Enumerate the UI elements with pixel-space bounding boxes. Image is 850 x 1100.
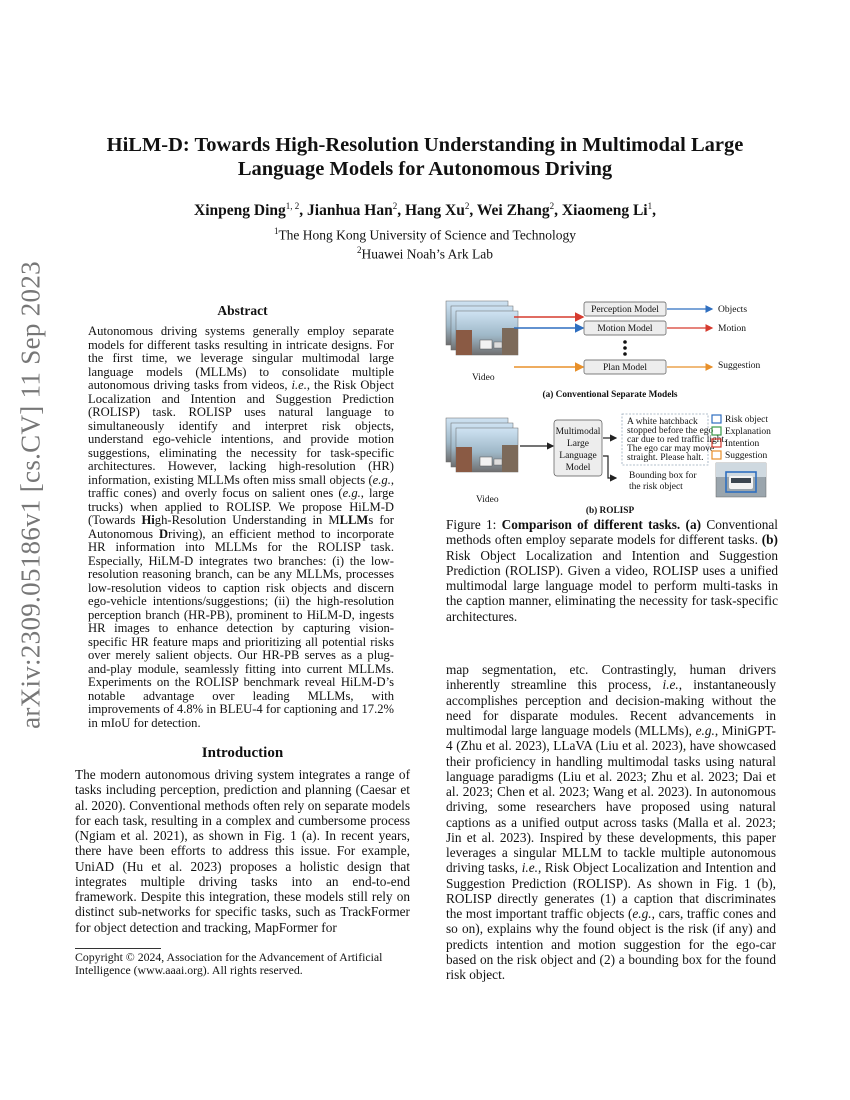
paper-title [100,133,750,181]
motion-model-label: Motion Model [597,324,653,334]
mllm-label-line: Multimodal [555,427,601,437]
perception-model-label: Perception Model [591,305,659,315]
author: Wei Zhang$^2$ [476,201,555,220]
figure-1-caption: Figure 1: Comparison of different tasks. (a) Conventional methods often employ separate models for different tasks. (b) Risk Object Localization and Intention and Suggestion Prediction (ROLISP). Given a video, ROLISP uses a unified multimodal large language model to perform multi-tasks in the caption manner, eliminating the necessity for task-specific architectures. [446,517,778,624]
title-line-1: HiLM-D: Towards High-Resolution Understanding in Multimodal Large [106,134,744,156]
bbox-label-line: the risk object [629,482,683,492]
legend-intention: Intention [725,439,760,449]
author: Xiaomeng Li$^1$ [561,201,653,220]
legend-explanation-swatch [712,427,721,435]
author-list: Xinpeng Ding$^{1, 2}$, Jianhua Han$^2$, Hang Xu$^2$, Wei Zhang$^2$, Xiaomeng Li$^1$, [194,201,656,220]
author: Hang Xu$^2$ [405,201,470,220]
risk-object-crop [716,463,766,497]
output-text-line: The ego car may move [627,444,715,454]
legend-suggestion: Suggestion [725,451,768,461]
panel-a-caption: (a) Conventional Separate Models [542,390,678,400]
author: Jianhua Han$^2$ [307,201,398,220]
footnote-divider [75,948,161,949]
video-label-a: Video [472,373,495,383]
abstract-heading: Abstract [217,303,268,318]
legend-risk-object: Risk object [725,415,769,425]
output-suggestion: Suggestion [718,361,761,371]
abstract-body: Autonomous driving systems generally employ separate models for different tasks resulting in intricate designs. For the first time, we leverage singular multimodal large language models (MLLMs) to consolidate multiple autonomous driving tasks from videos, i.e., the Risk Object Localization and Intention and Suggestion Prediction (ROLISP) task. ROLISP uses natural language to simultaneously identify and interpret risk objects, understand ego-vehicle intentions, and provide motion suggestions, eliminating the necessity for task-specific architectures. However, lacking high-resolution (HR) information, existing MLLMs often miss small objects (e.g., traffic cones) and overly focus on salient ones (e.g., large trucks) when applied to ROLISP. We propose HiLM-D (Towards High-Resolution Understanding in MLLMs for Autonomous Driving), an efficient method to incorporate HR information into MLLMs for the ROLISP task. Especially, HiLM-D integrates two branches: (i) the low-resolution reasoning branch, can be any MLLMs, processes low-resolution videos to caption risk objects and discern ego-vehicle intentions/suggestions; (ii) the high-resolution perception branch (HR-PB), prominent to HiLM-D, ingests HR images to enhance detection by capturing vision-specific HR feature maps and prioritizing all potential risks over merely salient objects. Our HR-PB serves as a plug-and-play module, seamlessly fitting into current MLLMs. Experiments on the ROLISP benchmark reveal HiLM-D’s notable advantage over leading MLLMs, with improvements of 4.8% in BLEU-4 for captioning and 17.2% in mIoU for detection. [88,324,395,730]
affiliations [100,224,750,261]
arxiv-id: arXiv:2309.05186v1 [cs.CV] 11 Sep 2023 [15,261,46,729]
panel-b-caption: (b) ROLISP [585,506,635,516]
output-objects: Objects [718,305,748,315]
panel-b [446,414,771,516]
panel-a [446,301,760,400]
figure-1 [440,298,780,518]
output-text-line: A white hatchback [627,417,698,427]
arxiv-stamp [10,261,52,729]
output-text-line: car due to red traffic light. [627,435,727,445]
video-frames-a [446,301,518,355]
output-text-line: stopped before the ego [627,426,714,436]
affiliation: $^2$Huawei Noah’s Ark Lab [356,244,494,261]
copyright-footnote: Copyright © 2024, Association for the Advancement of Artificial Intelligence (www.aaai.org). All rights reserved. [75,950,383,977]
introduction-heading: Introduction [201,745,284,761]
legend-explanation: Explanation [725,427,771,437]
output-text-line: straight. Please halt. [627,453,704,463]
output-motion: Motion [718,324,746,334]
author: Xinpeng Ding$^{1, 2}$ [194,201,300,220]
affiliation: $^1$The Hong Kong University of Science and Technology [273,226,577,243]
video-label-b: Video [476,495,499,505]
introduction-body: The modern autonomous driving system integrates a range of tasks including perception, prediction and planning (Caesar et al. 2020). Conventional methods often rely on separate models for each task, resulting in a complex and cumbersome process (Ngiam et al. 2021), as shown in Fig. 1 (a). In recent years, there have been efforts to address this issue. For example, UniAD (Hu et al. 2023) proposes a holistic design that integrates multiple driving tasks into an end-to-end framework. Despite this integration, these models still rely on distinct sub-networks for specific tasks, such as TrackFormer for object detection and tracking, MapFormer for [75,767,410,935]
introduction-continued: map segmentation, etc. Contrastingly, human drivers inherently streamline this process, i.e., instantaneously accomplishes perception and decision-making without the need for disparate modules. Recent advancements in multimodal large language models (MLLMs), e.g., MiniGPT-4 (Zhu et al. 2023), LLaVA (Liu et al. 2023), have showcased their proficiency in handling multimodal tasks using natural language paradigms (Liu et al. 2023; Zhu et al. 2023; Dai et al. 2023; Chen et al. 2023; Wang et al. 2023). In autonomous driving, some researchers have proposed using natural captions as a unified output across tasks (Malla et al. 2023; Jin et al. 2023). Inspired by these developments, this paper leverages a singular MLLM to tackle multiple autonomous driving tasks, i.e., Risk Object Localization and Intention and Suggestion Prediction (ROLISP). As shown in Fig. 1 (b), ROLISP directly generates (1) a caption that discriminates the most important traffic objects (e.g., cars, traffic cones and so on), explains why the found object is the risk (if any) and predicts intention and motion suggestion for the ego-car based on the risk object and (2) a bounding box for the found risk object. [446,662,776,982]
title-line-2: Language Models for Autonomous Driving [237,158,613,180]
video-frames-b [446,418,518,472]
mllm-label-line: Model [565,463,591,473]
mllm-label-line: Language [559,451,597,461]
bbox-label-line: Bounding box for [629,471,697,481]
legend-risk-swatch [712,415,721,423]
mllm-label-line: Large [567,439,589,449]
plan-model-label: Plan Model [602,363,648,373]
